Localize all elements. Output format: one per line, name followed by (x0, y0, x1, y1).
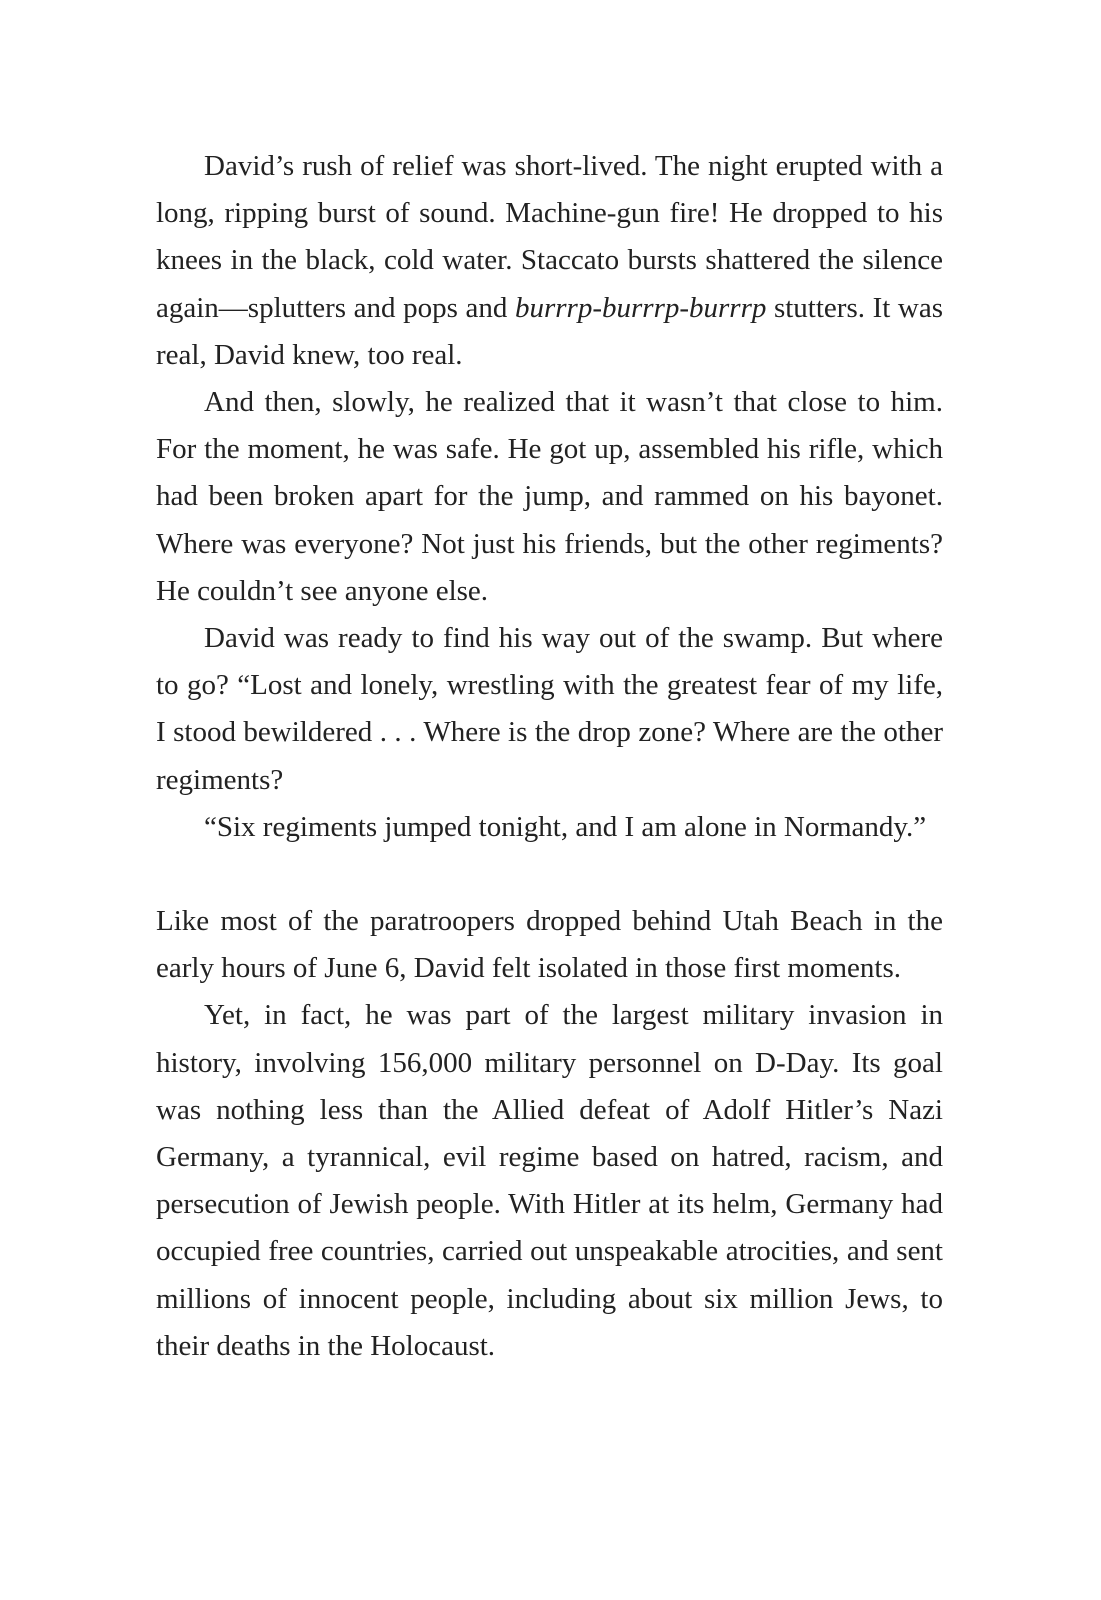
sound-effect-italic: burrrp-burrrp-burrrp (514, 291, 767, 324)
paragraph-swamp: David was ready to find his way out of the swamp. But where to go? “Lost and lonely, wrestling with the greatest fear of my life, I stood bewildered . . . Where is the drop zone? Where are the other regiments? (156, 622, 943, 796)
paragraph-utah-beach: Like most of the paratroopers dropped behind Utah Beach in the early hours of June 6, David felt isolated in those first moments. (156, 905, 943, 985)
body-text (156, 143, 943, 1370)
paragraph-machine-gun-fire-end: stutters. It was real, David knew, too real. (156, 291, 943, 371)
paragraph-six-regiments-quote: “Six regiments jumped tonight, and I am alone in Normandy.” (204, 810, 927, 843)
paragraph-realization: And then, slowly, he realized that it wasn’t that close to him. For the moment, he was safe. He got up, assembled his rifle, which had been broken apart for the jump, and rammed on his bayonet. Where was everyone? Not just his friends, but the other regiments? He couldn’t see anyone else. (156, 386, 943, 607)
paragraph-machine-gun-fire (156, 143, 943, 379)
paragraph-machine-gun-fire-start: David’s rush of relief was short-lived. The night erupted with a long, ripping burst of sound. Machine-gun fire! He dropped to his knees in the black, cold water. Staccato bursts shattered the silence again—splutters and pops and (156, 150, 943, 324)
paragraph-largest-invasion: Yet, in fact, he was part of the largest military invasion in history, involving 156,000 military personnel on D-Day. Its goal was nothing less than the Allied defeat of Adolf Hitler’s Nazi Germany, a tyrannical, evil regime based on hatred, racism, and persecution of Jewish people. With Hitler at its helm, Germany had occupied free countries, carried out unspeakable atrocities, and sent millions of innocent people, including about six million Jews, to their deaths in the Holocaust. (156, 999, 943, 1362)
